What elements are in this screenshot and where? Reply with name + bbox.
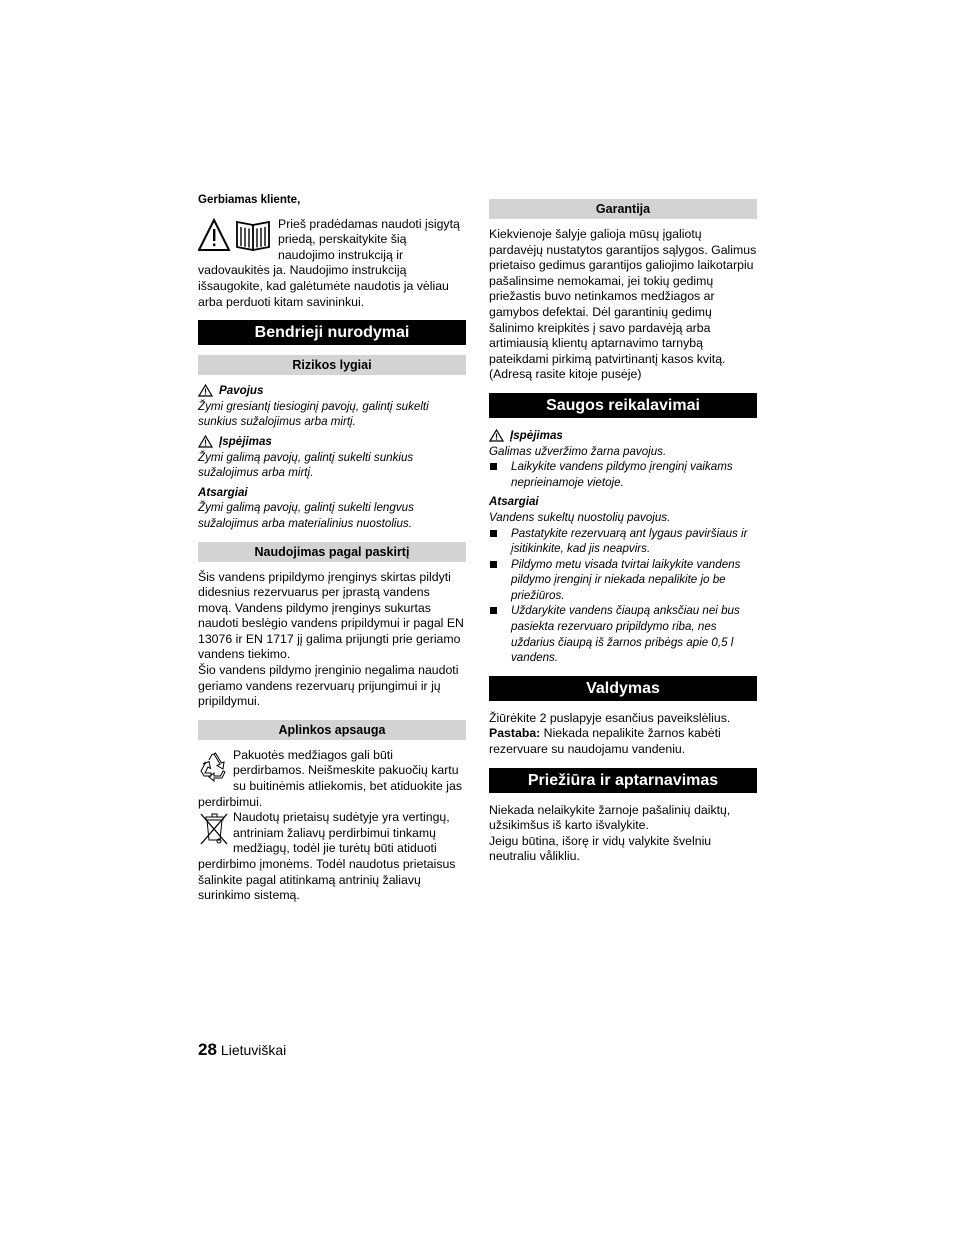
list-item: Pastatykite rezervuarą ant lygaus paviršiaus ir įsitikinkite, kad jis neapvirs. bbox=[489, 526, 757, 557]
section-heading-operation: Valdymas bbox=[489, 676, 757, 701]
list-item: Uždarykite vandens čiaupą anksčiau nei bus pasiekta rezervuaro pripildymo riba, nes uždarius čiaupą iš žarnos pribėgs apie 0,5 l vandens. bbox=[489, 603, 757, 665]
greeting: Gerbiamas kliente, bbox=[198, 194, 301, 206]
list-item: Laikykite vandens pildymo įrenginį vaikams neprieinamoje vietoje. bbox=[489, 459, 757, 490]
operation-text: Žiūrėkite 2 puslapyje esančius paveikslėlius. bbox=[489, 710, 731, 725]
intro-block bbox=[198, 217, 466, 311]
footer-language: Lietuviškai bbox=[220, 1042, 287, 1058]
intro-text: Prieš pradėdamas naudoti įsigytą priedą, perskaitykite šią naudojimo instrukciją ir vadovaukitės ja. Naudojimo instrukciją išsaugokite, kad galėtumėte naudotis ja vėliau arba perduoti kitam savininkui. bbox=[198, 216, 460, 309]
warning-title bbox=[198, 434, 466, 450]
warranty-text: Kiekvienoje šalyje galioja mūsų įgaliotų pardavėjų nustatytos garantijos sąlygos. Galimus prietaiso gedimus garantijos galiojimo laikotarpiu pašalinsime nemokamai, jei tokių gedimų priežastis buvo netinkamos medžiagos ar gamybos defektai. Dėl garantinių gedimų šalinimo kreipkitės į savo pardavėją arba artimiausią klientų aptarnavimo tarnybą pateikdami pirkimą patvirtinantį kasos kvitą. (Adresą rasite kitoje pusėje) bbox=[489, 227, 757, 382]
intended-use-text-2: Šio vandens pildymo įrenginio negalima naudoti geriamo vandens rezervuarų prijungimui ir jų pripildymui. bbox=[198, 663, 459, 709]
caution-text: Žymi galimą pavojų, galintį sukelti lengvus sužalojimus arba materialinius nuostolius. bbox=[198, 501, 414, 530]
recycle-icon bbox=[198, 748, 230, 784]
crossed-bin-icon bbox=[198, 810, 230, 846]
weee-text: Naudotų prietaisų sudėtyje yra vertingų, antriniam žaliavų perdirbimui tinkamų medžiagų, todėl jie turėtų būti atiduoti perdirbimo įmonėms. Todėl naudotus prietaisus šalinkite pagal atitinkamą antrinių žaliavų surinkimo sistemą. bbox=[198, 810, 456, 903]
safety-warning-title-label: Įspėjimas bbox=[510, 428, 563, 442]
safety-caution-title: Atsargiai bbox=[489, 495, 539, 509]
warning-triangle-icon bbox=[198, 384, 213, 397]
subheading-environment: Aplinkos apsauga bbox=[198, 720, 466, 740]
maintenance-text-2: Jeigu būtina, išorę ir vidų valykite švelniu neutraliu vålikliu. bbox=[489, 833, 712, 864]
safety-warning-text: Galimas užveržimo žarna pavojus. bbox=[489, 444, 667, 458]
section-heading-maintenance: Priežiūra ir aptarnavimas bbox=[489, 768, 757, 793]
subheading-intended-use: Naudojimas pagal paskirtį bbox=[198, 542, 466, 562]
weee-block bbox=[198, 810, 466, 904]
section-heading-general: Bendrieji nurodymai bbox=[198, 320, 466, 345]
caution-title: Atsargiai bbox=[198, 485, 248, 499]
warning-triangle-icon bbox=[198, 435, 213, 448]
warning-title-label: Įspėjimas bbox=[219, 434, 272, 448]
note-label: Pastaba: bbox=[489, 726, 541, 741]
safety-warning-list bbox=[489, 459, 757, 490]
safety-warning-title bbox=[489, 428, 757, 444]
left-column bbox=[198, 193, 466, 904]
list-item: Pildymo metu visada tvirtai laikykite vandens pildymo įrenginį ir niekada nepalikite jo be priežiūros. bbox=[489, 557, 757, 604]
warning-triangle-icon bbox=[489, 429, 504, 442]
recycle-text: Pakuotės medžiagos gali būti perdirbamos. Neišmeskite pakuočių kartu su buitinėmis atliekomis, bet atiduokite jas perdirbimui. bbox=[198, 747, 462, 809]
danger-title bbox=[198, 383, 466, 399]
danger-title-label: Pavojus bbox=[219, 384, 264, 398]
page-footer bbox=[198, 1040, 286, 1060]
right-column bbox=[489, 193, 757, 865]
safety-caution-list bbox=[489, 526, 757, 666]
intended-use-text-1: Šis vandens pripildymo įrenginys skirtas pildyti didesnius rezervuarus per įprastą vandens movą. Vandens pildymo įrenginys sukurtas naudoti beslėgio vandens pripildymui ir pagal EN 13076 ir EN 1717 jį galima prijungti prie geriamo vandens tiekimo. bbox=[198, 569, 464, 662]
operation-note bbox=[489, 726, 757, 757]
page-number: 28 bbox=[198, 1040, 217, 1059]
warning-manual-icon bbox=[198, 217, 274, 253]
note-text: Niekada nepalikite žarnos kabėti rezervuare su naudojamu vandeniu. bbox=[489, 726, 721, 757]
subheading-risk-levels: Rizikos lygiai bbox=[198, 355, 466, 375]
safety-caution-text: Vandens sukeltų nuostolių pavojus. bbox=[489, 510, 671, 524]
maintenance-text-1: Niekada nelaikykite žarnoje pašalinių daiktų, užsikimšus iš karto išvalykite. bbox=[489, 802, 731, 833]
warning-text: Žymi galimą pavojų, galintį sukelti sunkius sužalojimus arba mirtį. bbox=[198, 450, 414, 480]
danger-text: Žymi gresiantį tiesioginį pavojų, galintį sukelti sunkius sužalojimus arba mirtį. bbox=[198, 399, 429, 429]
subheading-warranty: Garantija bbox=[489, 199, 757, 219]
section-heading-safety: Saugos reikalavimai bbox=[489, 393, 757, 418]
recycle-block bbox=[198, 748, 466, 810]
